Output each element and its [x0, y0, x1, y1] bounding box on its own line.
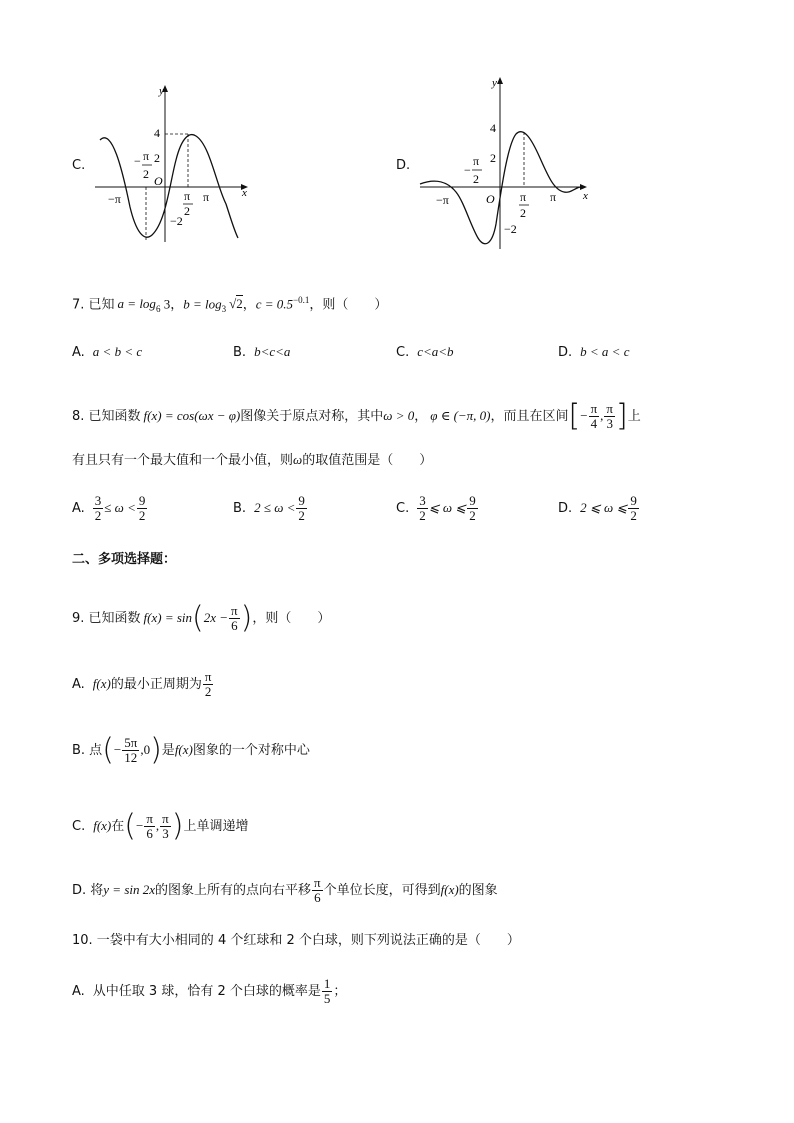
tick-pi: π — [550, 190, 557, 204]
option-c-label: C. — [72, 158, 86, 173]
tick-ym2: −2 — [170, 214, 183, 228]
origin-label: O — [154, 174, 163, 188]
x-axis-label: x — [583, 190, 588, 202]
tick-half-pi-num: π — [520, 190, 527, 204]
tick-neg-half-pi-den: 2 — [473, 172, 479, 186]
q8-option-b[interactable]: B. 2 ≤ ω < $\frac{9}{2}$ — [233, 493, 305, 523]
tick-half-pi-num: π — [184, 189, 191, 203]
origin-label: O — [486, 192, 495, 206]
q9-option-c[interactable]: C. f(x)在(− $\frac{\pi}{6}$ , $\frac{\pi}{3}$ )上单调递增 — [72, 808, 249, 844]
option-d-label: D. — [396, 158, 411, 173]
tick-y2: 2 — [490, 151, 496, 165]
q9-option-b[interactable]: B. 点(− $\frac{5\pi}{12}$ ,0)是f(x)图象的一个对称中心 — [72, 732, 310, 768]
tick-ym2: −2 — [504, 222, 517, 236]
q9-option-d[interactable]: D. 将y = sin 2x的图象上所有的点向右平移 $\frac{\pi}{6}$ 个单位长度，可得到f(x)的图象 — [72, 875, 498, 905]
question-7-stem: 7. 已知 $a = \log_6 3$，$b = \log_3 √2$，$c = 0.5^{-0.1}$，则（ ） — [72, 295, 388, 314]
q7-option-b[interactable]: B. b<c<a — [233, 344, 291, 360]
section-heading: 二、多项选择题： — [72, 552, 177, 567]
tick-pi: π — [203, 190, 210, 204]
tick-neg-half-pi-minus: − — [464, 163, 471, 177]
tick-neg-pi: −π — [108, 192, 121, 206]
x-axis-label: x — [242, 187, 247, 199]
q10-option-a[interactable]: A. 从中任取 3 球，恰有 2 个白球的概率是 $\frac{1}{5}$ ； — [72, 976, 347, 1006]
graph-d — [416, 74, 596, 254]
tick-neg-half-pi-den: 2 — [143, 167, 149, 181]
tick-y4: 4 — [154, 126, 160, 140]
tick-neg-half-pi-num: π — [473, 154, 480, 168]
y-axis-label: y — [492, 77, 497, 89]
q7-option-a[interactable]: A. a < b < c — [72, 344, 143, 360]
tick-half-pi-den: 2 — [184, 204, 190, 218]
tick-neg-pi: −π — [436, 193, 449, 207]
tick-neg-half-pi-num: π — [143, 149, 150, 163]
q8-option-d[interactable]: D. 2 ⩽ ω ⩽ $\frac{9}{2}$ — [558, 493, 637, 523]
q9-option-a[interactable]: A. f(x)的最小正周期为 $\frac{\pi}{2}$ — [72, 669, 212, 699]
q8-option-c[interactable]: C. $\frac{3}{2}$ ⩽ ω ⩽ $\frac{9}{2}$ — [396, 493, 476, 523]
question-9-stem: 9. 已知函数 f(x) = sin(2x − $\frac{\pi}{6}$ )，则（ ） — [72, 600, 331, 636]
y-axis-label: y — [159, 85, 164, 97]
question-8-stem-line2: 有且只有一个最大值和一个最小值，则ω的取值范围是（ ） — [72, 452, 433, 468]
q8-option-a[interactable]: A. $\frac{3}{2}$ ≤ ω < $\frac{9}{2}$ — [72, 493, 146, 523]
question-10-stem: 10. 一袋中有大小相同的 4 个红球和 2 个白球，则下列说法正确的是（ ） — [72, 933, 520, 948]
q7-option-d[interactable]: D. b < a < c — [558, 344, 630, 360]
graph-c — [90, 82, 260, 248]
question-8-stem-line1: 8. 已知函数 f(x) = cos(ωx − φ)图像关于原点对称，其中ω > 0， φ ∈ (−π, 0)，而且在区间[− $\frac{\pi}{4}$ , $\frac{\pi}{3}$ ]上 — [72, 398, 641, 434]
tick-y4: 4 — [490, 121, 496, 135]
tick-y2: 2 — [154, 151, 160, 165]
tick-half-pi-den: 2 — [520, 206, 526, 220]
tick-neg-half-pi-minus: − — [134, 154, 141, 168]
q7-option-c[interactable]: C. c<a<b — [396, 344, 454, 360]
